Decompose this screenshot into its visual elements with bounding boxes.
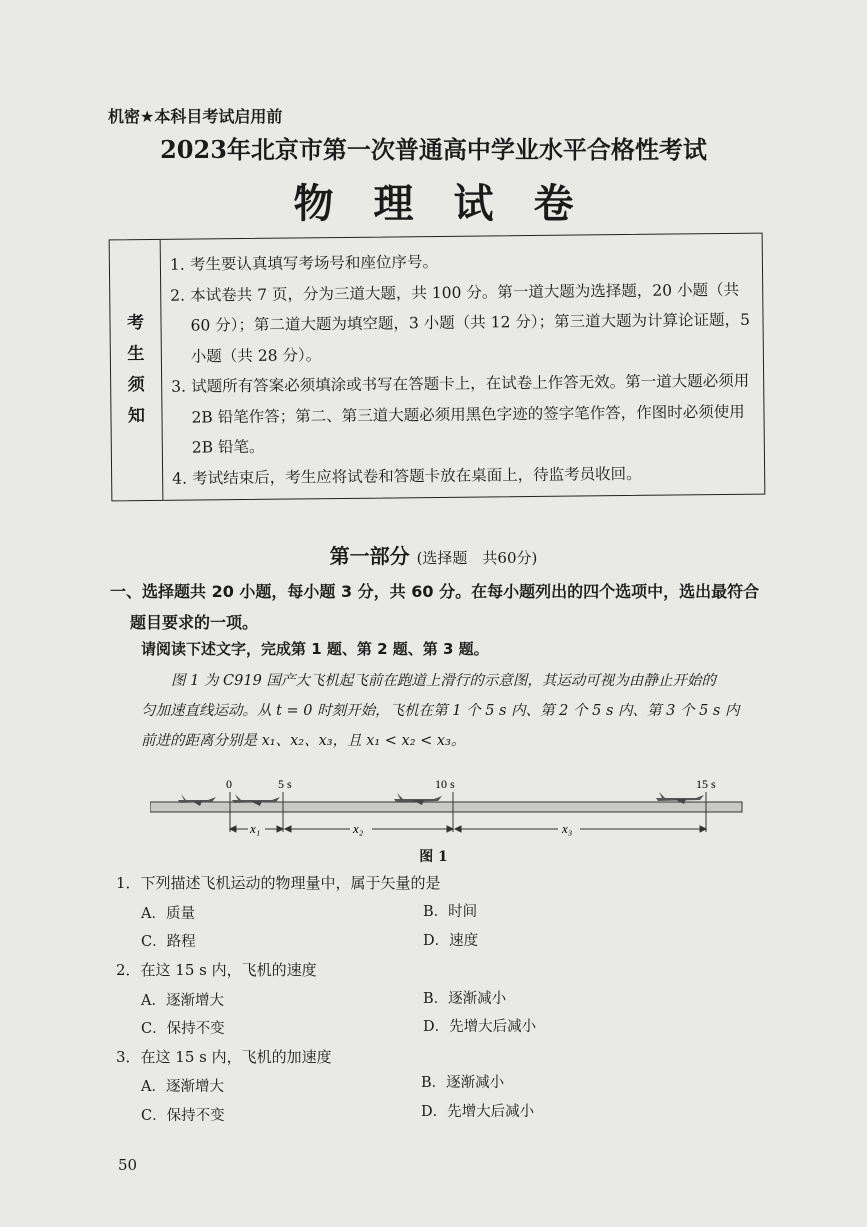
section-one-instruction — [110, 576, 760, 638]
notice-item-text: 本试卷共 7 页，分为三道大题，共 100 分。第一道大题为选择题，20 小题（共 60 分）；第二道大题为填空题，3 小题（共 12 分）；第三道大题为计算论证题，5 小题（共 28 分）。 — [190, 280, 751, 366]
part-one-heading: 第一部分 — [329, 544, 410, 568]
notice-item-number: 1. — [169, 255, 185, 274]
question-3-option-a[interactable]: A．逐渐增大 — [141, 1079, 224, 1095]
passage-line: 图 1 为 C919 国产大飞机起飞前在跑道上滑行的示意图，其运动可视为由静止开始的 — [171, 673, 716, 689]
question-2-option-a[interactable]: A．逐渐增大 — [141, 993, 224, 1009]
question-3-option-c[interactable]: C．保持不变 — [141, 1108, 225, 1124]
notice-item-number: 4. — [172, 469, 188, 488]
notice-item-text: 考生要认真填写考场号和座位序号。 — [189, 252, 439, 274]
notice-label-char: 知 — [127, 406, 146, 427]
notice-label-char: 须 — [127, 375, 145, 396]
notice-items — [170, 244, 757, 494]
notice-item-number: 3. — [171, 377, 187, 396]
distance-label: x₂ — [353, 821, 364, 836]
section-one-text: 一、选择题共 20 小题，每小题 3 分，共 60 分。在每小题列出的四个选项中，选出最符合题目要求的一项。 — [110, 582, 760, 632]
figure-caption: 图 1 — [419, 849, 448, 865]
exam-title: 2023年北京市第一次普通高中学业水平合格性考试 — [160, 135, 707, 164]
time-label: 5 s — [278, 777, 292, 791]
question-1-option-a[interactable]: A．质量 — [141, 906, 195, 922]
question-2-stem: 2．在这 15 s 内，飞机的速度 — [116, 961, 317, 979]
part-one-subtitle: (选择题 共60分) — [416, 549, 538, 567]
distance-label: x₁ — [250, 821, 261, 836]
notice-item-text: 试题所有答案必须填涂或书写在答题卡上，在试卷上作答无效。第一道大题必须用 2B 铅笔作答；第二、第三道大题必须用黑色字迹的签字笔作答，作图时必须使用 2B 铅笔。 — [191, 371, 750, 457]
question-1-option-b[interactable]: B．时间 — [423, 904, 478, 920]
question-2-option-c[interactable]: C．保持不变 — [141, 1021, 225, 1037]
notice-item — [171, 366, 756, 464]
candidate-notice-box — [109, 233, 766, 502]
notice-item-text: 考试结束后，考生应将试卷和答题卡放在桌面上，待监考员收回。 — [192, 464, 642, 488]
question-1-option-d[interactable]: D．速度 — [423, 933, 479, 949]
question-2-option-b[interactable]: B．逐渐减小 — [423, 991, 507, 1007]
notice-label — [110, 240, 164, 501]
notice-item — [172, 457, 756, 494]
question-1-stem: 1．下列描述飞机运动的物理量中，属于矢量的是 — [116, 874, 441, 892]
time-label: 10 s — [435, 777, 455, 791]
distance-arrows — [230, 826, 706, 832]
question-3-option-b[interactable]: B．逐渐减小 — [421, 1075, 505, 1091]
distance-label: x₃ — [562, 821, 573, 836]
question-1-option-c[interactable]: C．路程 — [141, 934, 196, 950]
passage-line: 匀加速直线运动。从 t = 0 时刻开始，飞机在第 1 个 5 s 内、第 2 个 5 s 内、第 3 个 5 s 内 — [141, 703, 740, 719]
reading-passage — [141, 666, 761, 756]
notice-item-number: 2. — [170, 286, 186, 305]
notice-label-char: 考 — [126, 313, 145, 334]
time-label: 0 — [226, 777, 232, 791]
part-one-title — [0, 540, 867, 569]
notice-label-char: 生 — [127, 344, 145, 365]
figure-runway-diagram — [150, 772, 750, 852]
reading-instruction: 请阅读下述文字，完成第 1 题、第 2 题、第 3 题。 — [141, 640, 489, 658]
question-2-option-d[interactable]: D．先增大后减小 — [423, 1019, 537, 1035]
passage-line: 前进的距离分别是 x₁、x₂、x₃，且 x₁ < x₂ < x₃。 — [141, 733, 466, 749]
time-label: 15 s — [696, 777, 716, 791]
runway — [150, 802, 742, 812]
subject-title: 物理试卷 — [293, 181, 614, 227]
confidential-notice: 机密★本科目考试启用前 — [108, 107, 283, 126]
page-number: 50 — [118, 1156, 138, 1174]
question-3-stem: 3．在这 15 s 内，飞机的加速度 — [116, 1048, 332, 1066]
notice-item — [170, 274, 755, 372]
question-3-option-d[interactable]: D．先增大后减小 — [421, 1104, 535, 1120]
